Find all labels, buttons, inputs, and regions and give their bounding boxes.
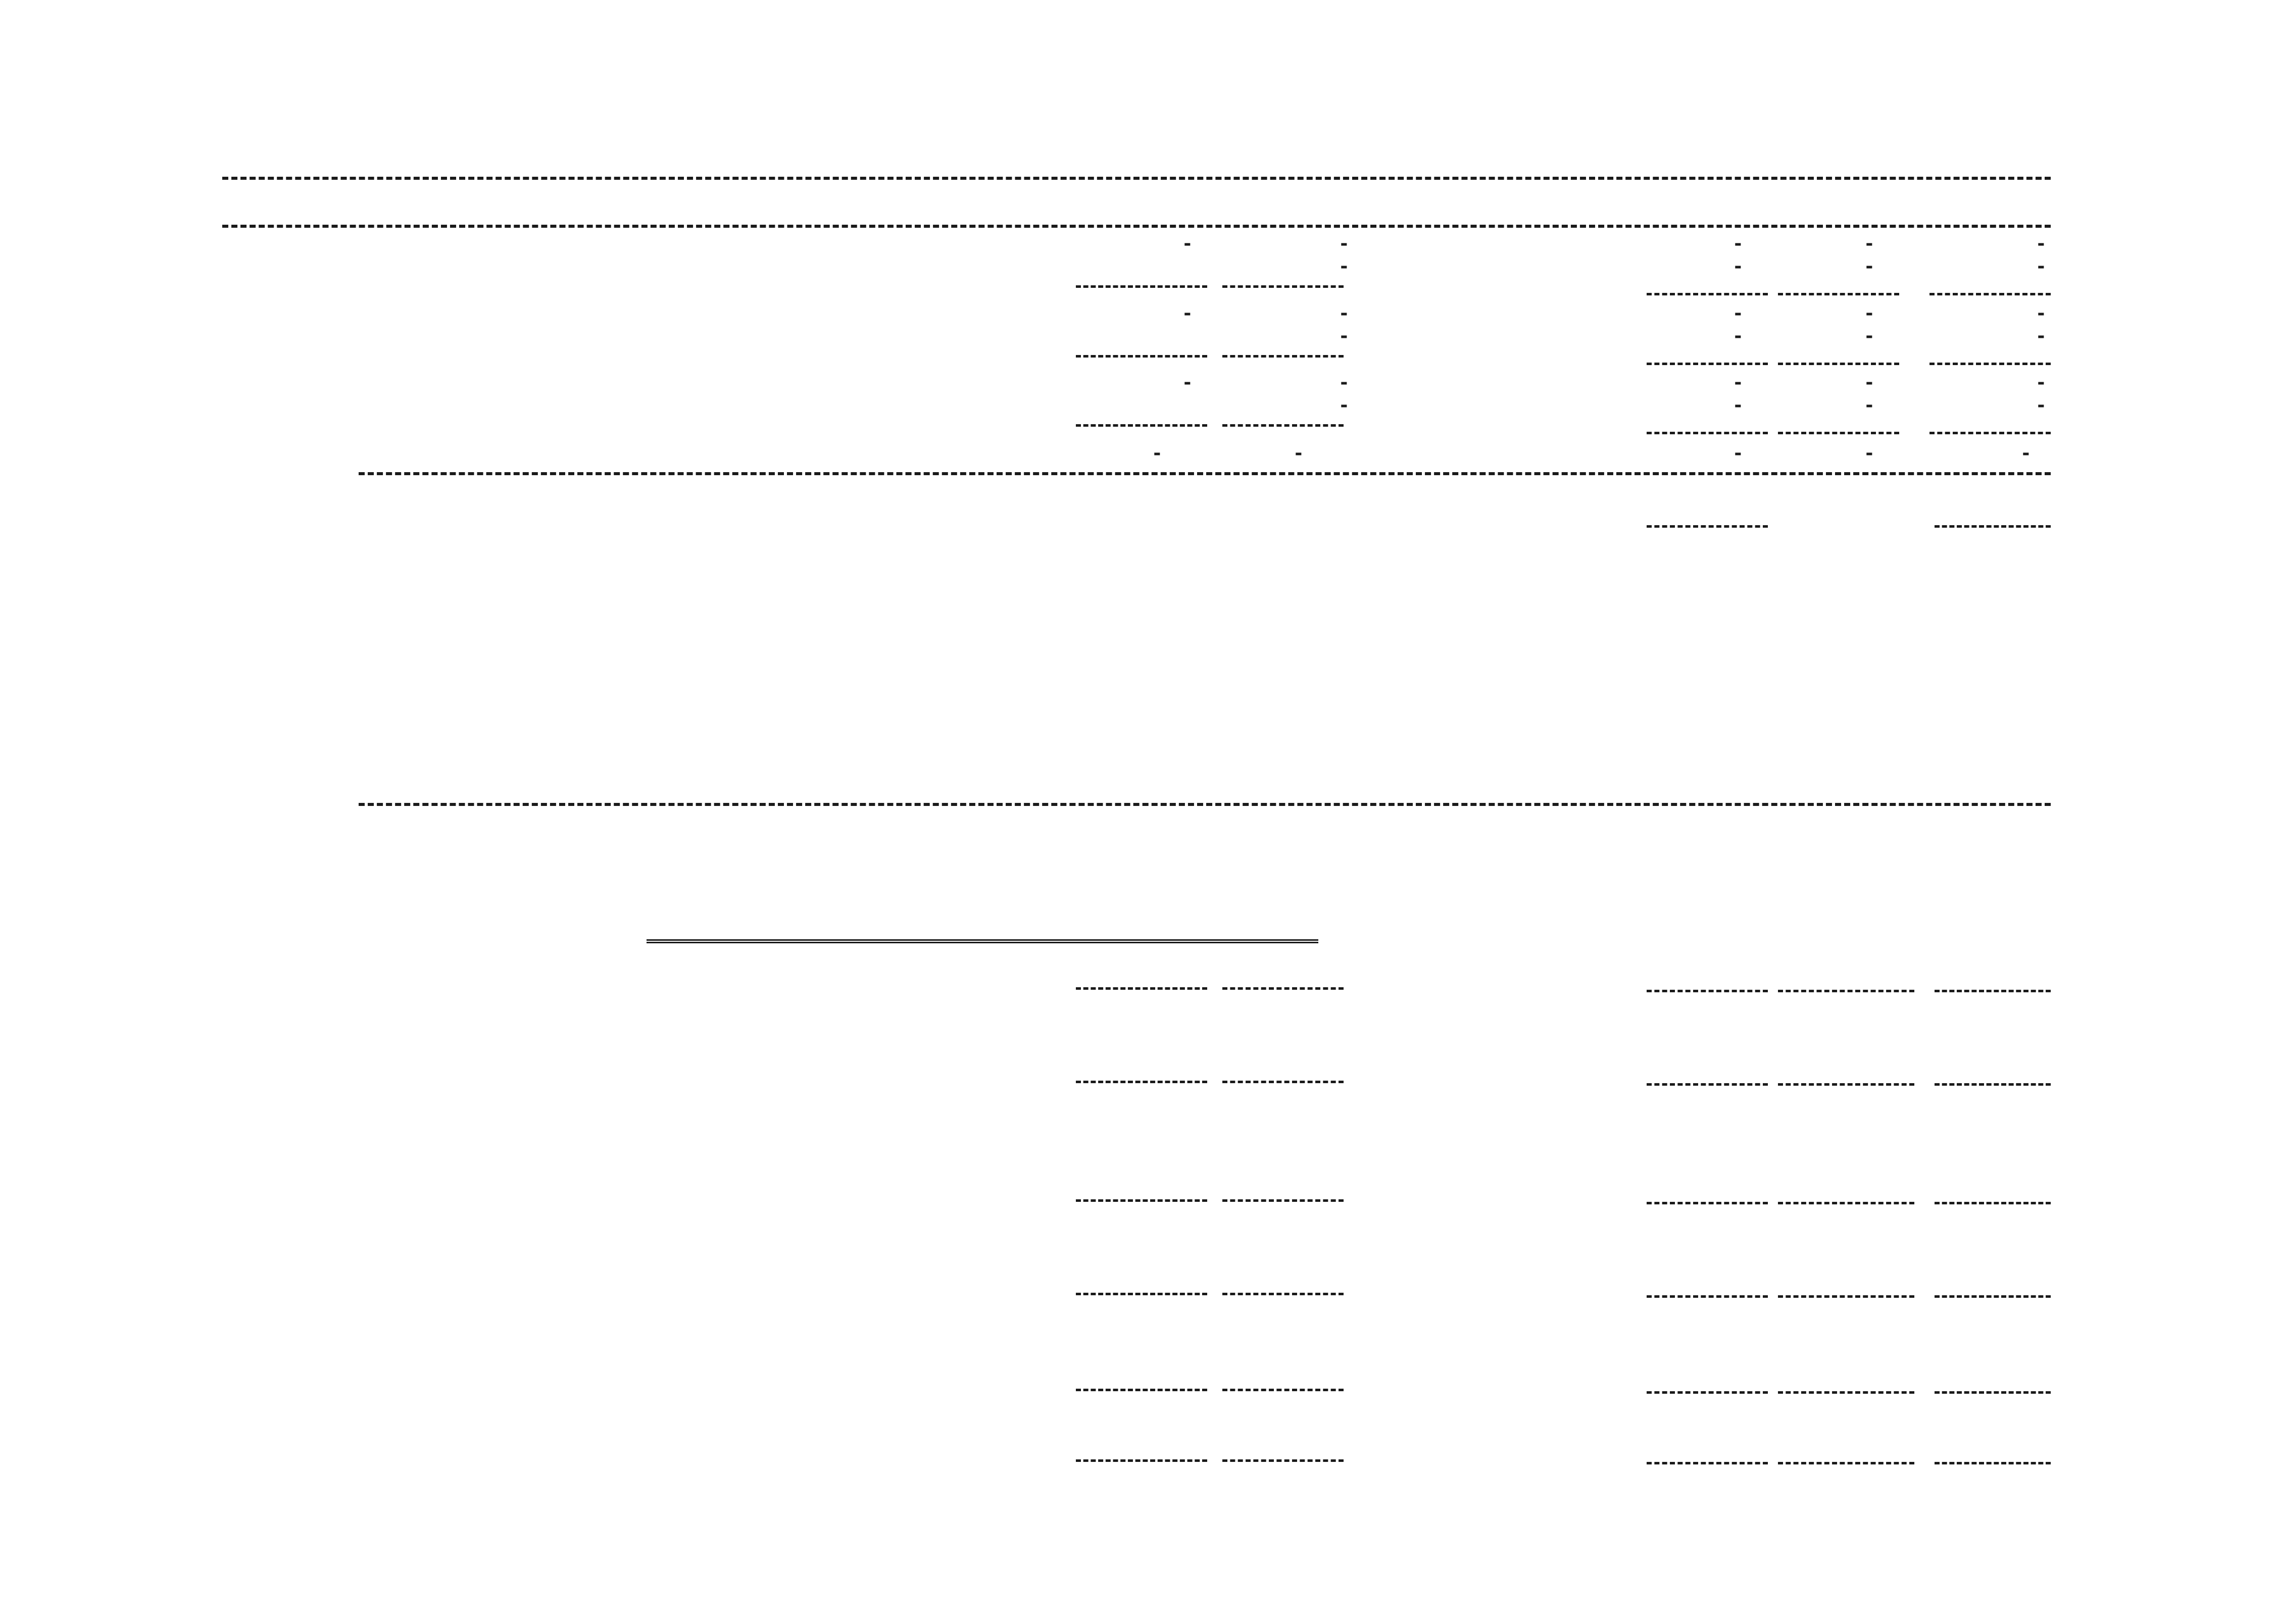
table-rule: [1222, 1081, 1344, 1083]
table-rule: [1778, 1083, 1914, 1086]
table-rule: [1076, 1081, 1207, 1083]
dash-mark: -: [1732, 303, 1745, 324]
dash-mark: -: [1182, 303, 1195, 324]
table-rule: [1076, 285, 1207, 288]
table-rule: [1778, 293, 1899, 295]
table-rule: [1647, 293, 1768, 295]
dash-mark: -: [2036, 372, 2048, 393]
table-rule: [1647, 1202, 1768, 1204]
table-rule: [1778, 1462, 1914, 1464]
dash-mark: -: [1732, 443, 1745, 464]
table-rule: [359, 472, 2051, 475]
table-rule: [1222, 355, 1344, 358]
table-rule: [1647, 1391, 1768, 1394]
table-rule: [1778, 1202, 1914, 1204]
dash-mark: -: [2036, 303, 2048, 324]
dash-mark: -: [1732, 326, 1745, 346]
dash-mark: -: [1732, 233, 1745, 254]
table-rule: [1935, 1202, 2051, 1204]
table-rule: [1935, 1462, 2051, 1464]
dash-mark: -: [1864, 326, 1876, 346]
table-rule: [222, 177, 2051, 180]
dash-mark: -: [1339, 303, 1351, 324]
table-rule: [1076, 1389, 1207, 1391]
dash-mark: -: [1339, 372, 1351, 393]
dash-mark: -: [1864, 443, 1876, 464]
dash-mark: -: [2036, 233, 2048, 254]
dash-mark: -: [2036, 326, 2048, 346]
dash-mark: -: [1864, 303, 1876, 324]
table-rule: [1647, 1083, 1768, 1086]
table-rule: [1929, 432, 2051, 434]
table-rule: [1778, 1295, 1914, 1298]
table-rule: [1647, 1462, 1768, 1464]
dash-mark: -: [1339, 326, 1351, 346]
table-rule: [1222, 424, 1344, 427]
dash-mark: -: [2020, 443, 2033, 464]
dash-mark: -: [1293, 443, 1306, 464]
dash-mark: -: [2036, 256, 2048, 277]
table-rule: [1076, 424, 1207, 427]
dash-mark: -: [1864, 372, 1876, 393]
table-rule: [1222, 285, 1344, 288]
table-rule: [1647, 1295, 1768, 1298]
dash-mark: -: [1732, 256, 1745, 277]
table-rule: [1647, 990, 1768, 992]
table-rule: [1935, 525, 2051, 528]
table-rule: [1778, 363, 1899, 365]
dash-mark: -: [1732, 372, 1745, 393]
table-rule: [1222, 1293, 1344, 1295]
table-rule: [1076, 987, 1207, 990]
table-rule: [1076, 1293, 1207, 1295]
table-rule: [1935, 1083, 2051, 1086]
dash-mark: -: [1864, 395, 1876, 416]
table-rule: [1647, 432, 1768, 434]
table-rule: [1929, 293, 2051, 295]
dash-mark: -: [1864, 233, 1876, 254]
table-rule: [1778, 432, 1899, 434]
table-rule: [647, 939, 1318, 943]
table-rule: [1222, 987, 1344, 990]
table-rule: [1076, 355, 1207, 358]
dash-mark: -: [1339, 256, 1351, 277]
dash-mark: -: [1864, 256, 1876, 277]
table-rule: [359, 803, 2051, 806]
dash-mark: -: [1182, 372, 1195, 393]
table-rule: [1076, 1199, 1207, 1202]
table-rule: [1222, 1389, 1344, 1391]
table-rule: [1935, 990, 2051, 992]
table-rule: [1935, 1391, 2051, 1394]
dash-mark: -: [1339, 233, 1351, 254]
table-rule: [1076, 1459, 1207, 1462]
table-rule: [1647, 363, 1768, 365]
dash-mark: -: [1152, 443, 1164, 464]
table-rule: [1929, 363, 2051, 365]
dash-mark: -: [1732, 395, 1745, 416]
table-rule: [1778, 990, 1914, 992]
dash-mark: -: [1339, 395, 1351, 416]
table-rule: [1222, 1459, 1344, 1462]
table-rule: [1778, 1391, 1914, 1394]
dash-mark: -: [1182, 233, 1195, 254]
table-rule: [222, 225, 2051, 228]
table-rule: [1935, 1295, 2051, 1298]
table-rule: [1647, 525, 1768, 528]
dash-mark: -: [2036, 395, 2048, 416]
table-rule: [1222, 1199, 1344, 1202]
